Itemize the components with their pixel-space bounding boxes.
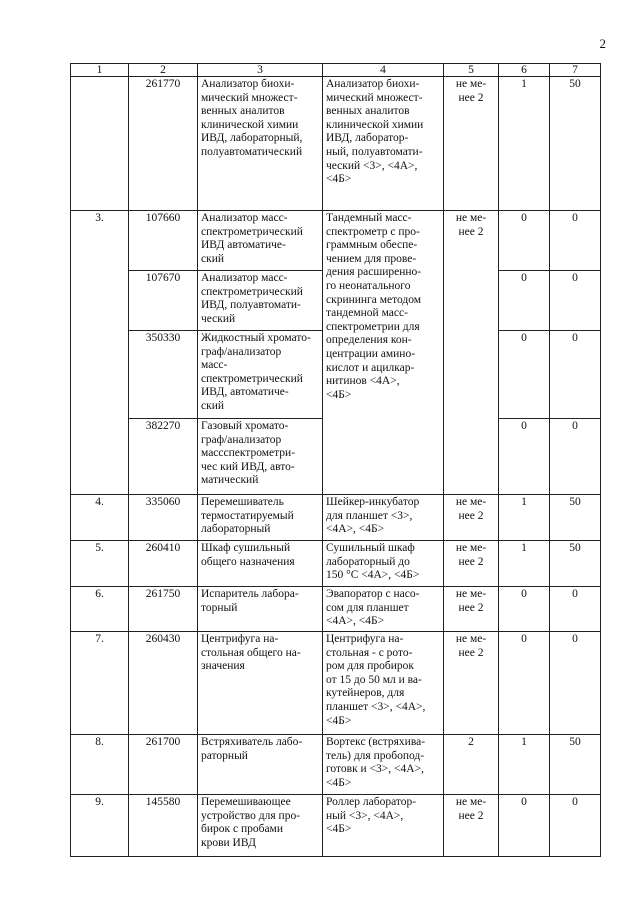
value-cell: 1 [499,77,550,211]
row-number-cell: 8. [71,735,129,795]
table-row [71,541,601,587]
value-cell: 0 [550,331,601,419]
device-type-cell: Центрифуга на- стольная общего на- значения [198,632,323,735]
table-header-row [71,64,601,77]
value-cell: 0 [550,587,601,632]
equipment-name-cell: Тандемный масс- спектрометр с про- граммным обеспе- чением для прове- дения расширенно- го неонатального скрининга методом тандемной масс- спектрометрии для определения кон- центрации амино- кислот и ацилкар- нитинов <4А>, <4Б> [323,211,444,495]
requirement-cell: 2 [444,735,499,795]
header-cell: 3 [198,64,323,77]
value-cell: 0 [499,271,550,331]
value-cell: 0 [499,211,550,271]
equipment-name-cell: Роллер лаборатор- ный <3>, <4А>, <4Б> [323,795,444,857]
header-cell: 4 [323,64,444,77]
code-cell: 261750 [129,587,198,632]
equipment-name-cell: Центрифуга на- стольная - с рото- ром для пробирок от 15 до 50 мл и ва- кутейнеров, для планшет <3>, <4А>, <4Б> [323,632,444,735]
value-cell: 0 [499,331,550,419]
requirement-cell: не ме- нее 2 [444,495,499,541]
value-cell: 50 [550,735,601,795]
device-type-cell: Анализатор биохи- мический множест- венных аналитов клинической химии ИВД, лабораторный, полуавтоматический [198,77,323,211]
header-cell: 7 [550,64,601,77]
requirement-cell: не ме- нее 2 [444,587,499,632]
table-row [71,587,601,632]
device-type-cell: Перемешиватель термостатируемый лабораторный [198,495,323,541]
header-cell: 1 [71,64,129,77]
code-cell: 335060 [129,495,198,541]
equipment-table [70,63,601,857]
header-cell: 5 [444,64,499,77]
equipment-name-cell: Анализатор биохи- мический множест- венных аналитов клинической химии ИВД, лаборатор- ный, полуавтомати- ческий <3>, <4А>, <4Б> [323,77,444,211]
requirement-cell: не ме- нее 2 [444,795,499,857]
device-type-cell: Газовый хромато- граф/анализатор массспектрометри- чес кий ИВД, авто- матический [198,419,323,495]
equipment-name-cell: Сушильный шкаф лабораторный до 150 °С <4А>, <4Б> [323,541,444,587]
table-row [71,77,601,211]
row-number-cell: 3. [71,211,129,495]
table-row [71,211,601,271]
requirement-cell: не ме- нее 2 [444,541,499,587]
code-cell: 260410 [129,541,198,587]
code-cell: 382270 [129,419,198,495]
page-number: 2 [599,36,606,51]
value-cell: 1 [499,495,550,541]
code-cell: 260430 [129,632,198,735]
value-cell: 1 [499,541,550,587]
device-type-cell: Анализатор масс- спектрометрический ИВД автоматиче- ский [198,211,323,271]
requirement-cell: не ме- нее 2 [444,211,499,495]
code-cell: 107660 [129,211,198,271]
equipment-name-cell: Вортекс (встряхива- тель) для пробопод- готовк и <3>, <4А>, <4Б> [323,735,444,795]
header-cell: 2 [129,64,198,77]
table-row [71,795,601,857]
device-type-cell: Испаритель лабора- торный [198,587,323,632]
equipment-name-cell: Эвапоратор с насо- сом для планшет <4А>, <4Б> [323,587,444,632]
device-type-cell: Встряхиватель лабо- раторный [198,735,323,795]
value-cell: 0 [499,632,550,735]
code-cell: 350330 [129,331,198,419]
value-cell: 0 [550,271,601,331]
table-row [71,495,601,541]
value-cell: 0 [550,419,601,495]
value-cell: 0 [550,211,601,271]
value-cell: 0 [499,587,550,632]
value-cell: 0 [550,632,601,735]
device-type-cell: Жидкостный хромато- граф/анализатор масс- спектрометрический ИВД, автоматиче- ский [198,331,323,419]
requirement-cell: не ме- нее 2 [444,632,499,735]
code-cell: 107670 [129,271,198,331]
row-number-cell: 4. [71,495,129,541]
row-number-cell: 5. [71,541,129,587]
code-cell: 261770 [129,77,198,211]
row-number-cell [71,77,129,211]
value-cell: 50 [550,495,601,541]
value-cell: 0 [550,795,601,857]
table-row [71,632,601,735]
device-type-cell: Шкаф сушильный общего назначения [198,541,323,587]
value-cell: 50 [550,77,601,211]
value-cell: 1 [499,735,550,795]
device-type-cell: Перемешивающее устройство для про- бирок с пробами крови ИВД [198,795,323,857]
value-cell: 0 [499,795,550,857]
requirement-cell: не ме- нее 2 [444,77,499,211]
table-row [71,735,601,795]
code-cell: 261700 [129,735,198,795]
value-cell: 0 [499,419,550,495]
device-type-cell: Анализатор масс- спектрометрический ИВД, полуавтомати- ческий [198,271,323,331]
row-number-cell: 6. [71,587,129,632]
header-cell: 6 [499,64,550,77]
row-number-cell: 7. [71,632,129,735]
row-number-cell: 9. [71,795,129,857]
equipment-name-cell: Шейкер-инкубатор для планшет <3>, <4А>, <4Б> [323,495,444,541]
value-cell: 50 [550,541,601,587]
code-cell: 145580 [129,795,198,857]
